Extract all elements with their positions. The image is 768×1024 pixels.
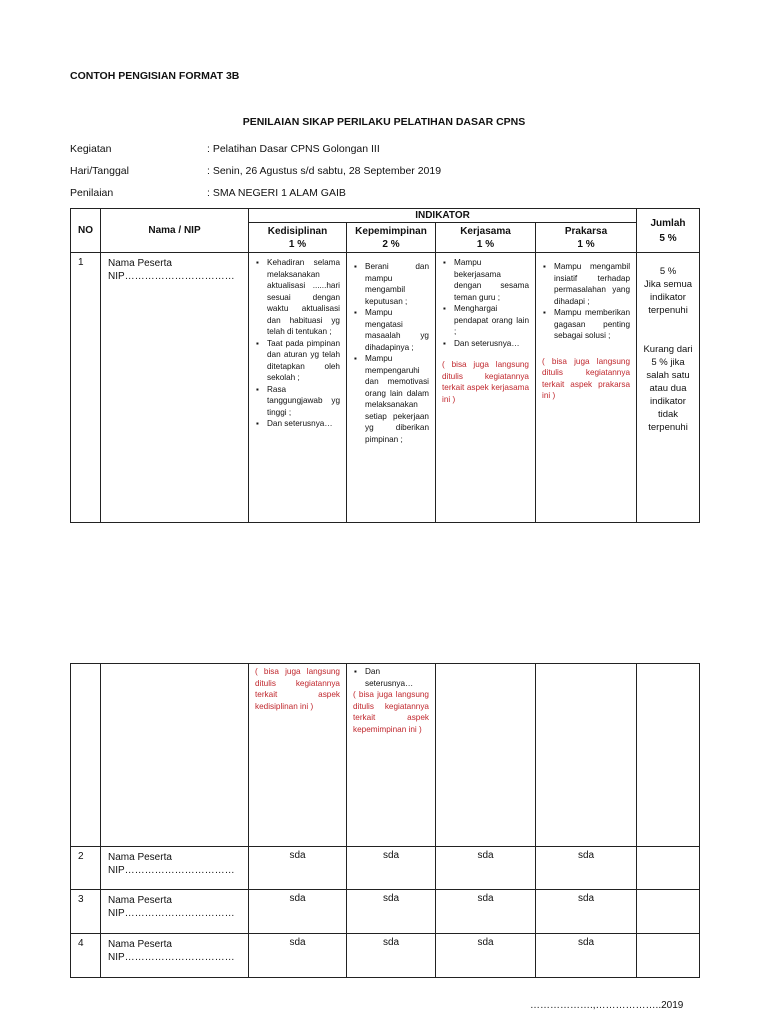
page-title: PENILAIAN SIKAP PERILAKU PELATIHAN DASAR CPNS [242, 116, 526, 128]
kepemimpinan-value: sda [347, 847, 436, 890]
list-item: ▪ Menghargai pendapat orang lain ; [454, 303, 529, 338]
header-kedisiplinan-label: Kedisiplinan [267, 226, 328, 237]
prakarsa-cell [536, 253, 637, 523]
table-row [71, 890, 700, 934]
signature-date: ……………….,………………..2019 [530, 1000, 684, 1011]
header-kedisiplinan [249, 223, 347, 253]
header-name: Nama / NIP [101, 209, 249, 253]
participant-name: Nama Peserta [108, 852, 172, 863]
list-item: ▪ Mampu mengatasi masaalah yg dihadapinya ; [365, 307, 429, 353]
participant-nip: NIP…………………………… [108, 271, 235, 282]
info-label-tanggal: Hari/Tanggal [70, 165, 129, 177]
list-item: ▪ Rasa tanggungjawab yg tinggi ; [267, 384, 340, 419]
jumlah-cell [637, 253, 700, 523]
row-number: 1 [71, 253, 101, 523]
row-number: 4 [71, 934, 101, 978]
kedisiplinan-note: ( bisa juga langsung ditulis kegiatannya terkait aspek kedisiplinan ini ) [255, 667, 340, 711]
kepemimpinan-list [347, 666, 435, 689]
list-item: ▪ Mampu bekerjasama dengan sesama teman guru ; [454, 257, 529, 303]
header-jumlah [637, 209, 700, 253]
participant-nip: NIP…………………………… [108, 865, 235, 876]
info-value-tanggal: : Senin, 26 Agustus s/d sabtu, 28 September 2019 [207, 165, 442, 177]
jumlah-cell [637, 664, 700, 847]
kerjasama-value: sda [436, 847, 536, 890]
header-kedisiplinan-pct: 1 % [288, 239, 307, 250]
info-value-penilaian: : SMA NEGERI 1 ALAM GAIB [207, 187, 346, 199]
kerjasama-value: sda [436, 890, 536, 934]
kedisiplinan-value: sda [249, 934, 347, 978]
header-jumlah-pct: 5 % [659, 232, 677, 244]
participant-cell [101, 890, 249, 934]
table-row [71, 934, 700, 978]
header-kepemimpinan [347, 223, 436, 253]
list-item: ▪ Berani dan mampu mengambil keputusan ; [365, 261, 429, 307]
kedisiplinan-value: sda [249, 890, 347, 934]
kedisiplinan-value: sda [249, 847, 347, 890]
jumlah-value: 5 % [659, 266, 677, 277]
participant-cell [101, 847, 249, 890]
list-item: ▪ Mampu mengambil insiatif terhadap permasalahan yang dihadapi ; [554, 261, 630, 307]
kepemimpinan-value: sda [347, 890, 436, 934]
list-item: ▪ Dan seterusnya… [365, 666, 429, 689]
kepemimpinan-cell [347, 664, 436, 847]
jumlah-cell [637, 847, 700, 890]
header-kepemimpinan-pct: 2 % [382, 239, 400, 250]
list-item: ▪ Kehadiran selama melaksanakan aktualisasi ......hari sesuai dengan waktu aktualisasi dan habituasi yg telah di tentukan ; [267, 257, 340, 338]
assessment-table [70, 208, 700, 523]
list-item: ▪ Taat pada pimpinan dan aturan yg telah ditetapkan oleh sekolah ; [267, 338, 340, 384]
header-prakarsa [536, 223, 637, 253]
list-item: ▪ Dan seterusnya… [267, 418, 340, 430]
info-value-kegiatan: : Pelatihan Dasar CPNS Golongan III [207, 143, 380, 155]
header-kerjasama-label: Kerjasama [460, 226, 511, 237]
header-kerjasama [436, 223, 536, 253]
participant-cell [101, 664, 249, 847]
table-row [71, 253, 700, 523]
kerjasama-note: ( bisa juga langsung ditulis kegiatannya terkait aspek kerjasama ini ) [442, 360, 529, 404]
kerjasama-cell [436, 664, 536, 847]
row-number [71, 664, 101, 847]
prakarsa-cell [536, 664, 637, 847]
kepemimpinan-value: sda [347, 934, 436, 978]
prakarsa-value: sda [536, 847, 637, 890]
header-kepemimpinan-label: Kepemimpinan [355, 226, 427, 237]
kepemimpinan-list [347, 261, 435, 445]
kerjasama-cell [436, 253, 536, 523]
header-kerjasama-pct: 1 % [476, 239, 495, 250]
kepemimpinan-cell [347, 253, 436, 523]
prakarsa-note: ( bisa juga langsung ditulis kegiatannya terkait aspek prakarsa ini ) [542, 356, 631, 400]
kedisiplinan-list [249, 257, 346, 430]
row-number: 2 [71, 847, 101, 890]
prakarsa-value: sda [536, 890, 637, 934]
header-prakarsa-label: Prakarsa [564, 226, 608, 237]
kedisiplinan-cell [249, 664, 347, 847]
info-label-kegiatan: Kegiatan [70, 143, 112, 155]
row-number: 3 [71, 890, 101, 934]
jumlah-partial-note: Kurang dari 5 % jika salah satu atau dua indikator tidak terpenuhi [643, 344, 693, 433]
list-item: ▪ Dan seterusnya… [454, 338, 529, 350]
header-jumlah-label: Jumlah [650, 217, 686, 229]
header-indikator: INDIKATOR [249, 209, 637, 223]
kedisiplinan-cell [249, 253, 347, 523]
participant-nip: NIP…………………………… [108, 908, 235, 919]
jumlah-cell [637, 934, 700, 978]
participant-cell [101, 253, 249, 523]
info-label-penilaian: Penilaian [70, 187, 114, 199]
kepemimpinan-note: ( bisa juga langsung ditulis kegiatannya terkait aspek kepemimpinan ini ) [353, 690, 429, 734]
header-no: NO [71, 209, 101, 253]
prakarsa-value: sda [536, 934, 637, 978]
table-row [71, 847, 700, 890]
assessment-table-continued [70, 663, 700, 978]
participant-name: Nama Peserta [108, 939, 172, 950]
list-item: ▪ Mampu mempengaruhi dan memotivasi orang lain dalam melaksanakan setiap pekerjaan yg diberikan pimpinan ; [365, 353, 429, 445]
participant-nip: NIP…………………………… [108, 952, 235, 963]
participant-name: Nama Peserta [108, 258, 172, 269]
prakarsa-list [536, 261, 636, 342]
table-row [71, 664, 700, 847]
document-label: CONTOH PENGISIAN FORMAT 3B [70, 70, 240, 82]
kerjasama-value: sda [436, 934, 536, 978]
list-item: ▪ Mampu memberikan gagasan penting sebagai solusi ; [554, 307, 630, 342]
participant-name: Nama Peserta [108, 895, 172, 906]
header-prakarsa-pct: 1 % [577, 239, 595, 250]
jumlah-full-note: Jika semua indikator terpenuhi [643, 279, 693, 316]
jumlah-cell [637, 890, 700, 934]
participant-cell [101, 934, 249, 978]
kerjasama-list [436, 257, 535, 349]
